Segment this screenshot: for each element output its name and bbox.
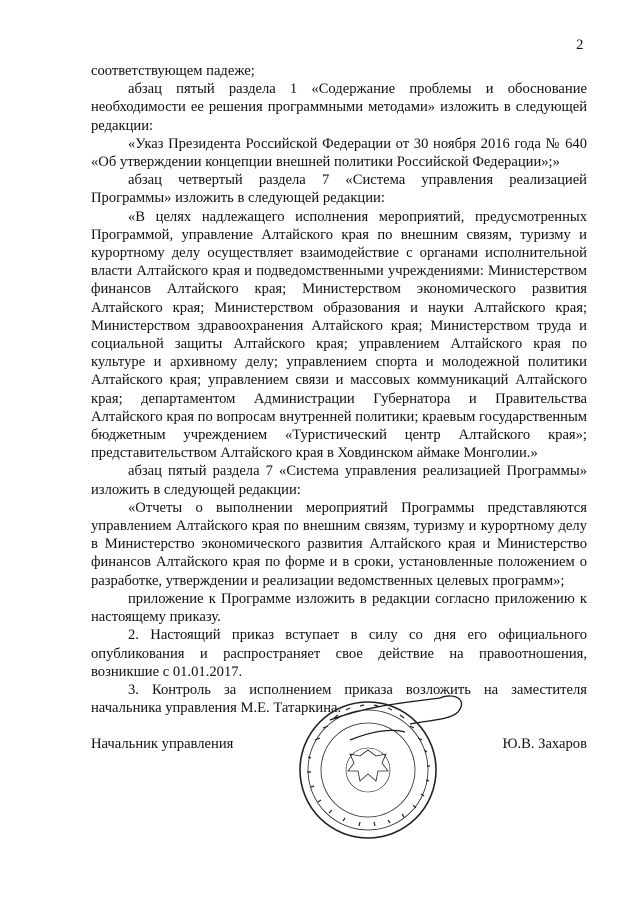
- paragraph-interaction-quote: «В целях надлежащего исполнения мероприятий, предусмотренных Программой, управление Алтайского края по внешним связям, туризму и курортному делу осуществляет взаимодействие с органами исполнительной власти Алтайского края и подведомственными учреждениями: Министерством финансов Алтайского края; Министерством экономического развития Алтайского края; Министерством образования и науки Алтайского края; Министерством здравоохранения Алтайского края; Министерством труда и социальной защиты Алтайского края; управлением Алтайского края по культуре и архивному делу; управлением спорта и молодежной политики Алтайского края; управлением связи и массовых коммуникаций Алтайского края; департаментом Администрации Губернатора и Правительства Алтайского края по вопросам внутренней политики; краевым государственным бюджетным учреждением «Туристический центр Алтайского края»; представительством Алтайского края в Ховдинском аймаке Монголии.»: [91, 208, 587, 462]
- document-body: [91, 62, 587, 717]
- paragraph-amendment-section7-p5: абзац пятый раздела 7 «Система управления реализацией Программы» изложить в следующей редакции:: [91, 463, 587, 498]
- paragraph-decree-quote: «Указ Президента Российской Федерации от 30 ноября 2016 года № 640 «Об утверждении концепции внешней политики Российской Федерации»;»: [91, 135, 587, 171]
- page-number: 2: [576, 37, 584, 53]
- signatory-name: Ю.В. Захаров: [502, 736, 587, 752]
- official-seal: [290, 680, 480, 845]
- paragraph-continuation: соответствующем падеже;: [91, 63, 255, 79]
- paragraph-appendix: приложение к Программе изложить в редакции согласно приложению к настоящему приказу.: [91, 590, 587, 626]
- paragraph-reports-quote: «Отчеты о выполнении мероприятий Программы представляются управлением Алтайского края по внешним связям, туризму и курортному делу в Министерство экономического развития Алтайского края и Министерство финансов Алтайского края по форме и в сроки, установленные положением о разработке, утверждении и реализации ведомственных целевых программ»;: [91, 499, 587, 589]
- paragraph-item-2: 2. Настоящий приказ вступает в силу со дня его официального опубликования и распространяет свое действие на правоотношения, возникшие с 01.01.2017.: [91, 627, 587, 680]
- paragraph-item-3: 3. Контроль за исполнением приказа возложить на заместителя начальника управления М.Е. Татаркина.: [91, 681, 587, 717]
- signatory-position: Начальник управления: [91, 736, 234, 752]
- paragraph-amendment-section7-p4: абзац четвертый раздела 7 «Система управления реализацией Программы» изложить в следующей редакции:: [91, 172, 587, 207]
- handwritten-signature: [330, 696, 462, 740]
- paragraph-amendment-section1: абзац пятый раздела 1 «Содержание проблемы и обоснование необходимости ее решения программными методами» изложить в следующей редакции:: [91, 81, 587, 134]
- seal-stamp: [300, 702, 436, 838]
